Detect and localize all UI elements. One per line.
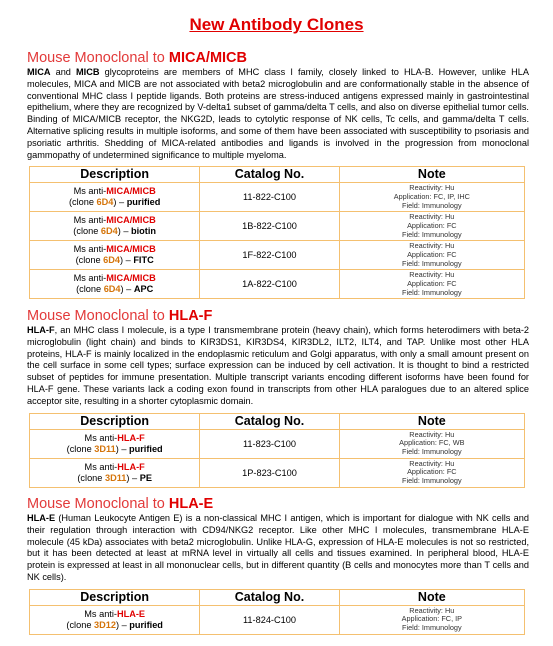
catalog-number: 1B-822-C100 — [200, 212, 339, 241]
note-field: Field: Immunology — [402, 287, 462, 297]
product-description — [30, 183, 200, 212]
note-application: Application: FC, IP, IHC — [393, 192, 470, 202]
product-note — [339, 458, 524, 487]
product-note — [339, 212, 524, 241]
clone-close: ) – — [120, 255, 134, 266]
clone-id: 3D12 — [93, 619, 116, 630]
note-field: Field: Immunology — [402, 229, 462, 239]
table-row — [30, 429, 525, 458]
product-prefix: Ms anti- — [73, 244, 107, 255]
clone-id: 6D4 — [103, 255, 121, 266]
table-row — [30, 212, 525, 241]
clone-open: (clone — [73, 226, 101, 237]
desc-lead: MICA — [27, 67, 51, 77]
catalog-number: 1P-823-C100 — [200, 458, 339, 487]
header-catalog: Catalog No. — [200, 413, 339, 429]
section-hla-f — [0, 308, 553, 488]
product-target: HLA-F — [117, 461, 145, 472]
section-description — [27, 67, 529, 161]
note-field: Field: Immunology — [402, 258, 462, 268]
product-description — [30, 605, 200, 634]
note-application: Application: FC — [407, 467, 457, 477]
note-reactivity: Reactivity: Hu — [409, 241, 455, 251]
table-row — [30, 270, 525, 299]
product-note — [339, 241, 524, 270]
note-application: Application: FC, IP — [401, 614, 463, 624]
note-reactivity: Reactivity: Hu — [409, 183, 455, 193]
product-description — [30, 429, 200, 458]
product-prefix: Ms anti- — [84, 608, 117, 619]
section-title-prefix: Mouse Monoclonal to — [27, 308, 165, 324]
clone-close: ) – — [120, 284, 134, 295]
table-row — [30, 183, 525, 212]
conjugate: PE — [139, 472, 152, 483]
note-reactivity: Reactivity: Hu — [409, 605, 455, 615]
conjugate: purified — [126, 197, 161, 208]
note-application: Application: FC — [407, 221, 457, 231]
desc-and: and — [55, 67, 71, 77]
product-note — [339, 605, 524, 634]
section-hla-e — [0, 496, 553, 635]
product-description — [30, 270, 200, 299]
catalog-number: 11-822-C100 — [200, 183, 339, 212]
note-application: Application: FC — [407, 279, 457, 289]
product-note — [339, 270, 524, 299]
table-header-row — [30, 413, 525, 429]
desc-lead2: MICB — [76, 67, 100, 77]
product-note — [339, 183, 524, 212]
product-prefix: Ms anti- — [84, 461, 118, 472]
product-target: HLA-F — [117, 432, 145, 443]
clone-close: ) – — [115, 443, 129, 454]
product-prefix: Ms anti- — [73, 273, 107, 284]
note-reactivity: Reactivity: Hu — [409, 270, 455, 280]
desc-body: glycoproteins are members of MHC class I family, closely linked to HLA-B. However, unlike HLA molecules, MICA and MICB are not associated with beta2 microglobulin and are conformationally stable in the absence of conventional MHC class I peptide ligands. Both proteins are stress-induced antigens expressed mainly in gastrointestinal epithelium, where they are recognized by V-delta1 subset of gamma/delta T cells, and also on diverse epithelial tumor cells. Binding of MICA/MICB receptor, the NKG2D, leads to cytolytic response of NK cells, Tc cells, and gamma/delta T cells. Alternative splicing results in multiple isoforms, and some of them have been associated with susceptibility to psoriasis and psoriatic arthritis. Shedding of MICA-related antibodies and ligands is involved in the progression from monoclonal gammopathy of undetermined significance to multiple myeloma. — [27, 67, 529, 160]
catalog-table — [29, 589, 525, 635]
product-target: MICA/MICB — [106, 186, 156, 197]
conjugate: biotin — [131, 226, 157, 237]
header-note: Note — [339, 167, 524, 183]
product-target: MICA/MICB — [106, 244, 156, 255]
section-title-prefix: Mouse Monoclonal to — [27, 496, 165, 512]
desc-lead: HLA-E — [27, 513, 56, 523]
clone-close: ) – — [115, 619, 130, 630]
header-catalog: Catalog No. — [200, 589, 339, 605]
section-title-target: MICA/MICB — [168, 50, 247, 66]
section-title-prefix: Mouse Monoclonal to — [27, 50, 165, 66]
table-row — [30, 605, 525, 634]
table-header-row — [30, 167, 525, 183]
product-target: MICA/MICB — [106, 273, 156, 284]
desc-lead: HLA-F — [27, 325, 55, 335]
section-title — [27, 50, 553, 67]
note-field: Field: Immunology — [402, 623, 462, 633]
note-application: Application: FC, WB — [399, 438, 465, 448]
product-prefix: Ms anti- — [73, 215, 107, 226]
header-catalog: Catalog No. — [200, 167, 339, 183]
header-description: Description — [30, 413, 200, 429]
header-note: Note — [339, 413, 524, 429]
note-field: Field: Immunology — [402, 200, 462, 210]
clone-open: (clone — [66, 619, 94, 630]
table-row — [30, 458, 525, 487]
product-target: HLA-E — [116, 608, 146, 619]
table-header-row — [30, 589, 525, 605]
section-description — [27, 325, 529, 408]
clone-open: (clone — [66, 443, 95, 454]
clone-close: ) – — [126, 472, 140, 483]
section-title — [27, 308, 553, 325]
clone-open: (clone — [68, 197, 97, 208]
conjugate: FITC — [133, 255, 154, 266]
clone-open: (clone — [77, 472, 105, 483]
clone-open: (clone — [75, 255, 104, 266]
header-note: Note — [339, 589, 524, 605]
section-title-target: HLA-F — [168, 308, 213, 324]
clone-open: (clone — [76, 284, 104, 295]
catalog-number: 1F-822-C100 — [200, 241, 339, 270]
note-field: Field: Immunology — [402, 475, 462, 485]
section-mica-micb — [0, 50, 553, 299]
note-reactivity: Reactivity: Hu — [409, 429, 455, 439]
product-description — [30, 212, 200, 241]
clone-id: 6D4 — [103, 284, 121, 295]
section-title — [27, 496, 553, 513]
header-description: Description — [30, 167, 200, 183]
catalog-number: 1A-822-C100 — [200, 270, 339, 299]
page-title: New Antibody Clones — [189, 15, 364, 34]
table-row — [30, 241, 525, 270]
product-description — [30, 458, 200, 487]
product-target: MICA/MICB — [106, 215, 156, 226]
note-reactivity: Reactivity: Hu — [409, 458, 455, 468]
product-description — [30, 241, 200, 270]
conjugate: purified — [128, 443, 163, 454]
desc-body: (Human Leukocyte Antigen E) is a non-classical MHC I antigen, which is important for dialogue with NK cells and their regulation through interaction with CD94/NKG2 receptor. Like other MHC I molecules, transmembrane HLA-E molecule (45 kDa) associates with beta2 microglobulin. Unlike HLA-G, expression of HLA-E molecules is not so restricted, but it has been detected at least at mRNA level in virtually all cells and tissues examined. In peripheral blood, HLA-E protein is expressed at least in all mononuclear cells, but in different quantity (B cells and monocytes more than T cells and NK cells). — [27, 513, 529, 582]
catalog-table — [29, 413, 525, 488]
clone-id: 6D4 — [100, 226, 118, 237]
clone-id: 6D4 — [96, 197, 114, 208]
catalog-table — [29, 166, 525, 299]
clone-id: 3D11 — [104, 472, 127, 483]
clone-id: 3D11 — [94, 443, 116, 454]
product-note — [339, 429, 524, 458]
conjugate: APC — [133, 284, 154, 295]
note-field: Field: Immunology — [402, 446, 462, 456]
product-prefix: Ms anti- — [84, 432, 118, 443]
section-description — [27, 513, 529, 584]
note-reactivity: Reactivity: Hu — [409, 212, 455, 222]
clone-close: ) – — [113, 197, 127, 208]
catalog-number: 11-824-C100 — [200, 605, 339, 634]
catalog-number: 11-823-C100 — [200, 429, 339, 458]
header-description: Description — [30, 589, 200, 605]
note-application: Application: FC — [407, 250, 457, 260]
section-title-target: HLA-E — [168, 496, 214, 512]
clone-close: ) – — [117, 226, 132, 237]
desc-body: , an MHC class I molecule, is a type I transmembrane protein (heavy chain), which forms heterodimers with beta-2 microglobulin (light chain) and binds to KIR3DS1, KIR3DS4, KIR3DL2, ILT2, ILT4, and TAP. Unlike most other HLA proteins, HLA-F is mainly localized in the endoplasmic reticulum and Golgi apparatus, with only a small amount present on the cell surface in some cell types; surface expression can be induced by cell activation. It is thought to bind a restricted subset of peptides for immune presentation. Multiple transcript variants encoding different isoforms have been found for HLA-F gene. These variants lack a coding exon found in transcripts from other HLA paralogues due to an altered splice acceptor site, resulting in a shorter cytoplasmic domain. — [27, 325, 529, 406]
product-prefix: Ms anti- — [73, 186, 107, 197]
conjugate: purified — [129, 619, 163, 630]
